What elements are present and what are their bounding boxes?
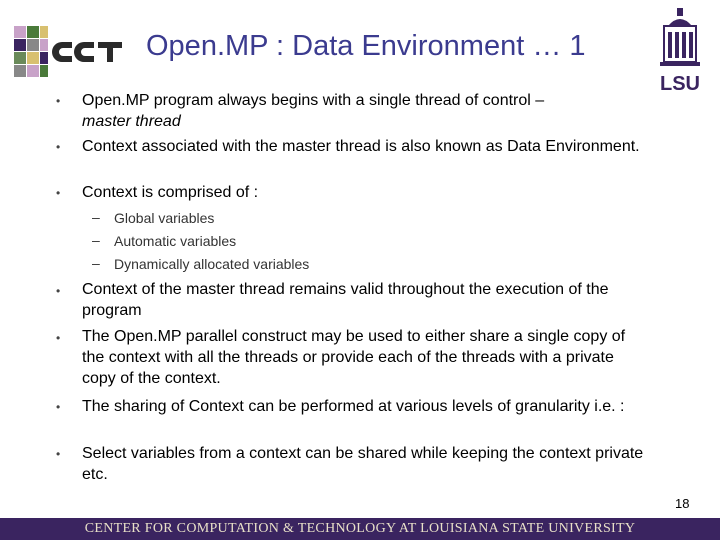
footer-banner xyxy=(0,518,720,540)
bullet-marker: • xyxy=(56,140,61,154)
lsu-text: LSU xyxy=(660,73,700,92)
bullet-marker: • xyxy=(56,94,61,108)
bullet-marker: • xyxy=(56,284,61,298)
bullet-marker: • xyxy=(56,447,61,461)
bullet-item: The Open.MP parallel construct may be used to either share a single copy of the context with all the threads or provide each of the threads with a private copy of the context. xyxy=(82,328,626,387)
bullet-marker: • xyxy=(56,331,61,345)
bullet-text-italic: master thread xyxy=(82,113,181,130)
slide-title: Open.MP : Data Environment … 1 xyxy=(146,30,586,62)
bullet-marker: • xyxy=(56,400,61,414)
bullet-item: The sharing of Context can be performed at various levels of granularity i.e. : xyxy=(82,398,625,415)
bullet-item xyxy=(82,90,672,132)
page-number: 18 xyxy=(675,496,690,511)
bullet-item: Select variables from a context can be shared while keeping the context private etc. xyxy=(82,445,644,483)
sub-bullet-item: Automatic variables xyxy=(114,233,237,249)
sub-bullet-item: Dynamically allocated variables xyxy=(114,256,310,272)
sub-bullet-marker: – xyxy=(92,255,100,271)
bullet-marker: • xyxy=(56,186,61,200)
bullet-text: Open.MP program always begins with a single thread of control – xyxy=(82,92,545,109)
sub-bullet-item: Global variables xyxy=(114,210,215,226)
bullet-item: Context of the master thread remains valid throughout the execution of the program xyxy=(82,281,609,319)
bullet-item: Context is comprised of : xyxy=(82,184,259,201)
footer-text: CENTER FOR COMPUTATION & TECHNOLOGY AT LOUISIANA STATE UNIVERSITY xyxy=(84,521,636,536)
bullet-item: Context associated with the master thread is also known as Data Environment. xyxy=(82,138,640,155)
sub-bullet-marker: – xyxy=(92,209,100,225)
sub-bullet-marker: – xyxy=(92,232,100,248)
